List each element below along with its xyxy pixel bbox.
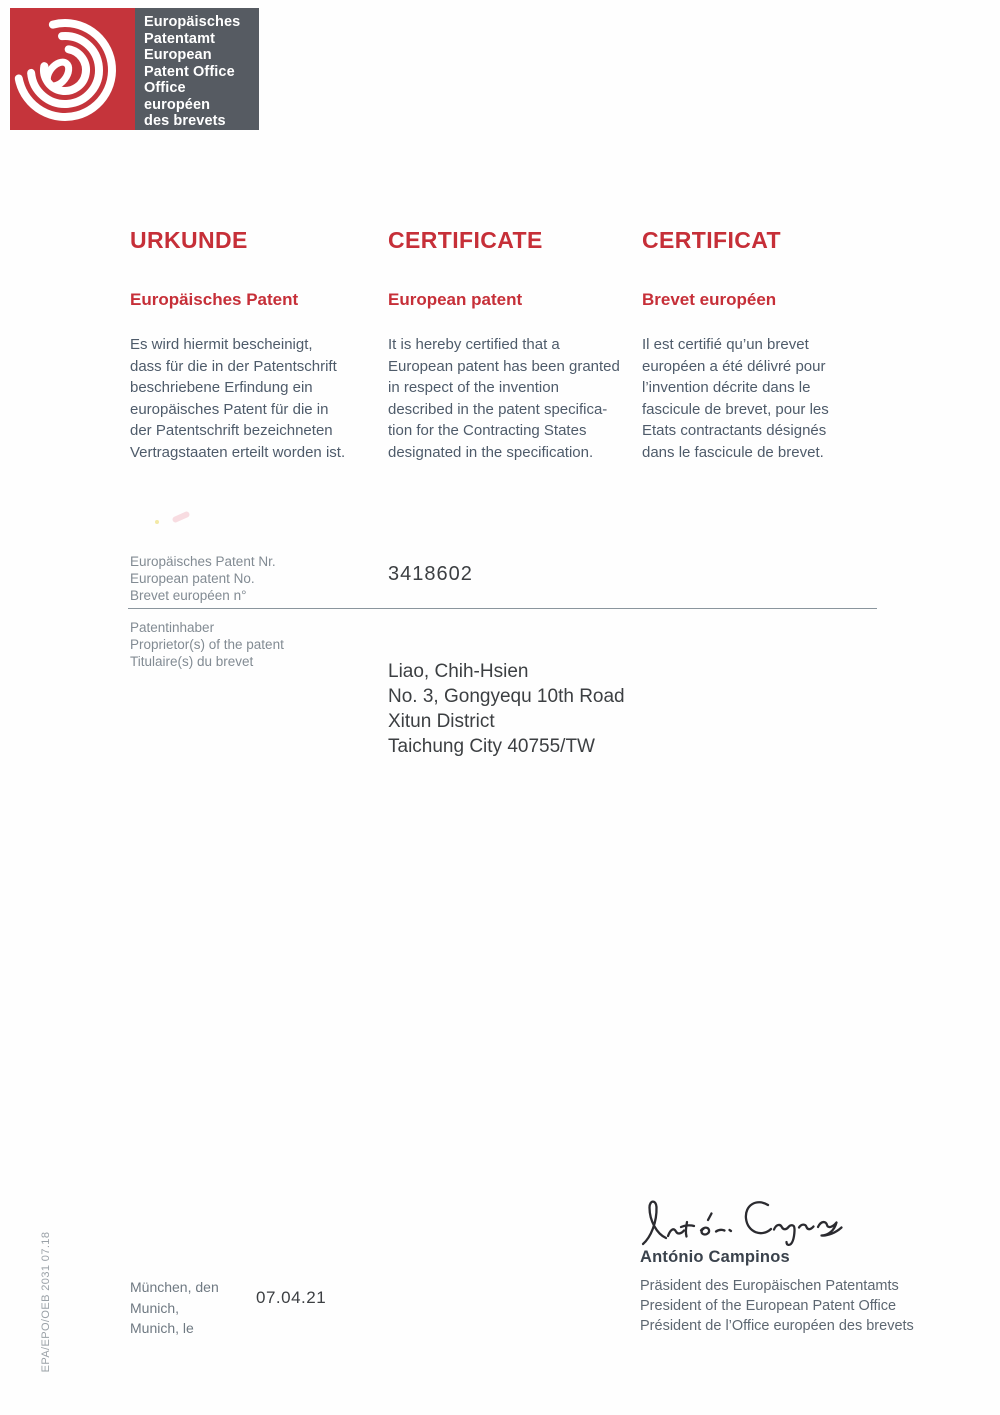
form-code-vertical: EPA/EPO/OEB 2031 07.18 [40,1231,52,1373]
epo-spiral-icon [10,8,135,130]
patent-number-value: 3418602 [388,563,473,585]
proprietor-value: Liao, Chih-Hsien No. 3, Gongyequ 10th Road Xitun District Taichung City 40755/TW [388,661,625,757]
certification-text-german: Es wird hiermit bescheinigt, dass für die in der Patentschrift beschriebene Erfindung ein europäisches Patent für die in der Patentschrift bezeichneten Vertragstaaten erteilt worden ist. [130,336,346,461]
certification-text-french: Il est certifié qu’un brevet européen a été délivré pour l’invention décrite dans le fascicule de brevet, pour les Etats contractants désignés dans le fascicule de brevet. [642,336,829,461]
proprietor-label: Patentinhaber Proprietor(s) of the patent Titulaire(s) du brevet [130,620,284,669]
patent-number-label: Europäisches Patent Nr. European patent No. Brevet européen n° [130,554,276,603]
scan-artifact-pink [172,511,191,524]
logo-name-french: Office européen des brevets [144,80,226,129]
signatory-titles: Präsident des Europäischen Patentamts President of the European Patent Office Président de l’Office européen des brevets [640,1278,914,1334]
heading-certificat: CERTIFICAT [642,227,782,253]
logo-name-german: Europäisches Patentamt [144,14,241,47]
date-value: 07.04.21 [256,1288,327,1307]
certification-text-english: It is hereby certified that a European patent has been granted in respect of the invention described in the patent specifica- tion for the Contracting States designated in the specification. [388,336,620,461]
epo-logo-wordmark [135,8,259,130]
subheading-english: European patent [388,290,523,309]
divider-line [128,608,877,609]
logo-name-english: European Patent Office [144,47,235,80]
heading-urkunde: URKUNDE [130,227,248,253]
scan-artifact-yellow [155,520,159,524]
signature-antonio-campinos-icon [636,1196,868,1248]
subheading-french: Brevet européen [642,290,777,309]
place-date-label: München, den Munich, Munich, le [130,1279,219,1336]
signatory-name: António Campinos [640,1248,790,1266]
subheading-german: Europäisches Patent [130,290,299,309]
heading-certificate: CERTIFICATE [388,227,543,253]
